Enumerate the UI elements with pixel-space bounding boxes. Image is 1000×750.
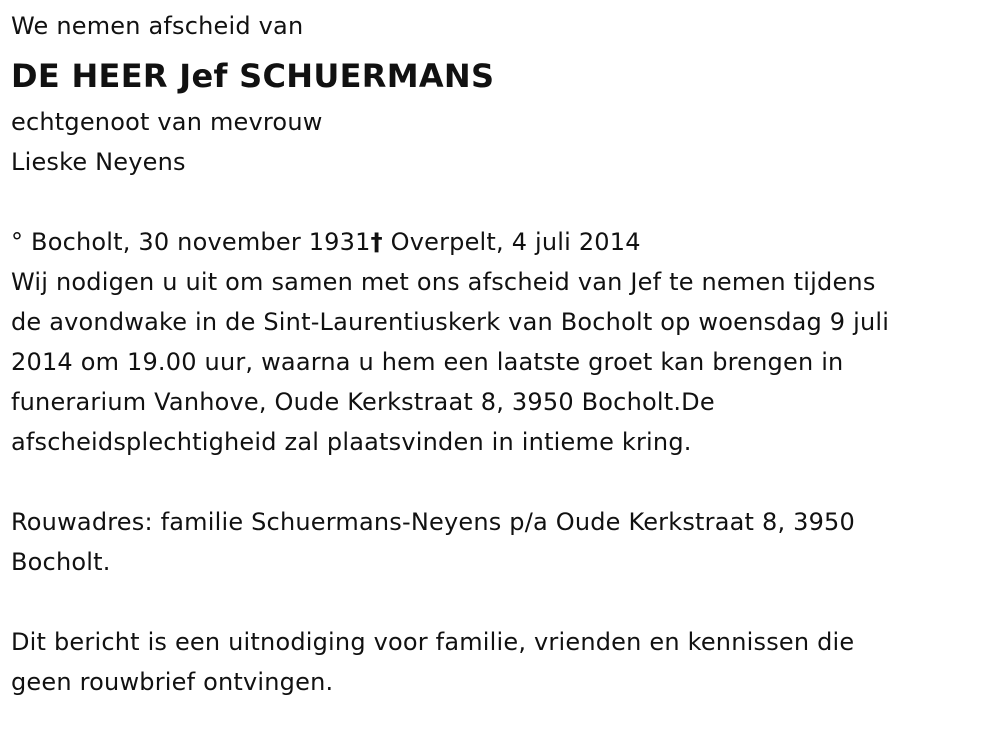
deceased-name: DE HEER Jef SCHUERMANS bbox=[11, 57, 495, 95]
invitation-line-3: 2014 om 19.00 uur, waarna u hem een laatste groet kan brengen in bbox=[11, 348, 844, 376]
invitation-line-2: de avondwake in de Sint-Laurentiuskerk van Bocholt op woensdag 9 juli bbox=[11, 308, 890, 336]
dagger-icon: † bbox=[370, 228, 383, 256]
spacer bbox=[11, 462, 986, 502]
closing-line-2: geen rouwbrief ontvingen. bbox=[11, 668, 334, 696]
invitation-line-1: Wij nodigen u uit om samen met ons afscheid van Jef te nemen tijdens bbox=[11, 268, 876, 296]
spouse-line-1: echtgenoot van mevrouw bbox=[11, 108, 323, 136]
address-line-1: Rouwadres: familie Schuermans-Neyens p/a Oude Kerkstraat 8, 3950 bbox=[11, 508, 855, 536]
birth-info: ° Bocholt, 30 november 1931 bbox=[11, 228, 371, 256]
spacer bbox=[11, 582, 986, 622]
invitation-line-5: afscheidsplechtigheid zal plaatsvinden in intieme kring. bbox=[11, 428, 692, 456]
dates-line bbox=[11, 222, 986, 262]
address-line-2: Bocholt. bbox=[11, 548, 111, 576]
spouse-line-2: Lieske Neyens bbox=[11, 148, 186, 176]
spacer bbox=[11, 182, 986, 222]
intro-text: We nemen afscheid van bbox=[11, 12, 304, 40]
death-info: Overpelt, 4 juli 2014 bbox=[382, 228, 641, 256]
invitation-line-4: funerarium Vanhove, Oude Kerkstraat 8, 3950 Bocholt.De bbox=[11, 388, 715, 416]
death-notice bbox=[11, 6, 986, 702]
closing-line-1: Dit bericht is een uitnodiging voor familie, vrienden en kennissen die bbox=[11, 628, 855, 656]
